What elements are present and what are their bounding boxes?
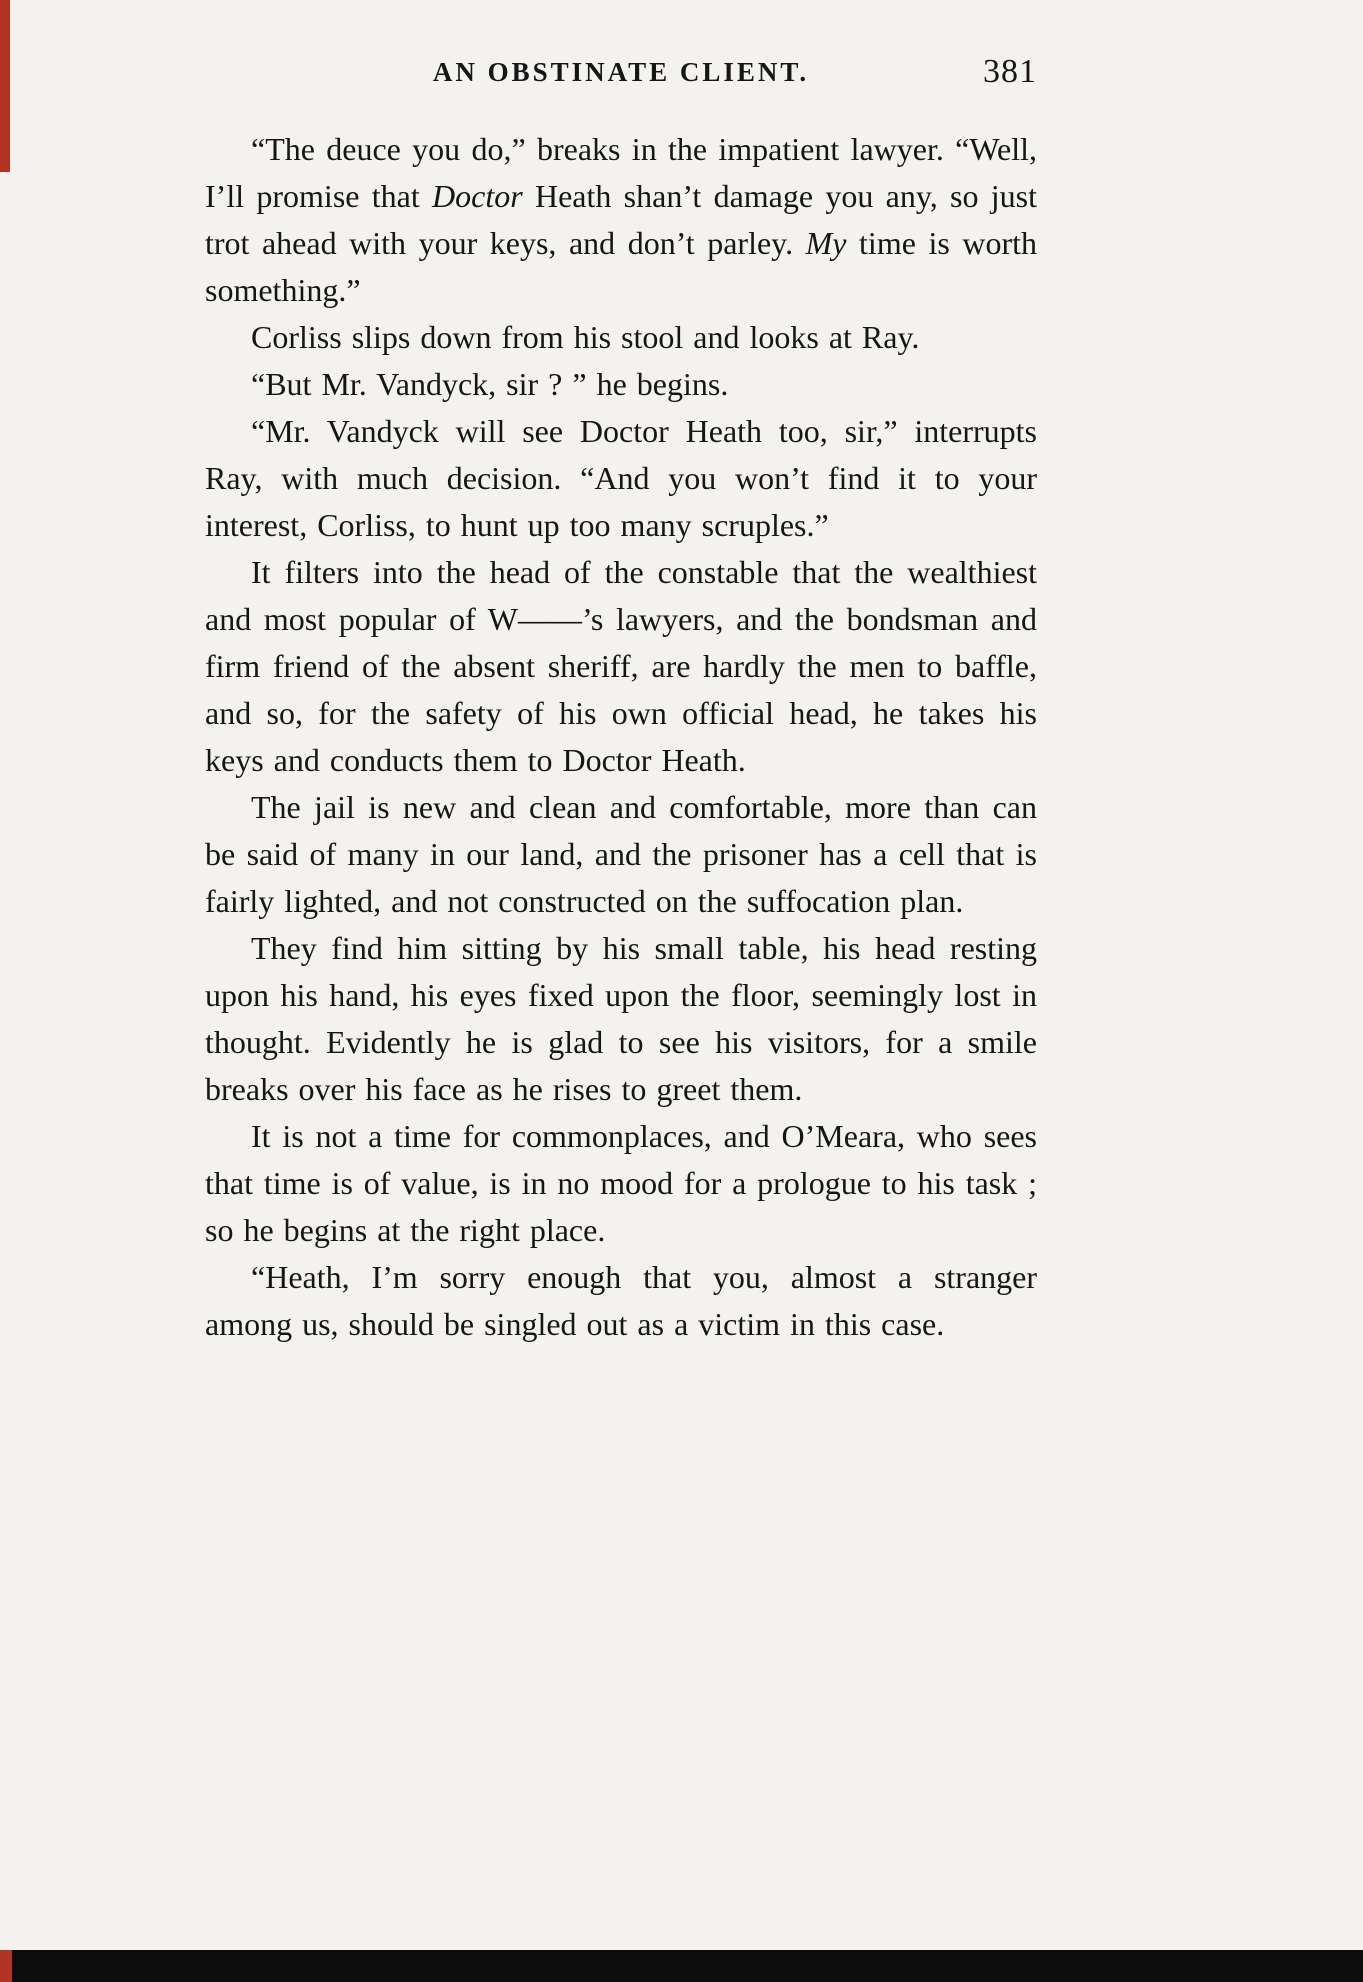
text-segment: The jail is new and clean and comfortable, more than can be said of many in our land, and the prisoner has a cell that is fairly lighted, and not constructed on the suffocation plan. <box>205 789 1037 919</box>
text-segment: It is not a time for commonplaces, and O’Meara, who sees that time is of value, is in no mood for a prologue to his task ; so he begins at the right place. <box>205 1118 1037 1248</box>
scan-artifact-bottom-bar <box>0 1950 1363 1982</box>
paragraph-7 <box>205 925 1037 1113</box>
paragraph-9 <box>205 1254 1037 1348</box>
text-segment: “But Mr. Vandyck, sir ? ” he begins. <box>251 366 729 402</box>
text-block <box>205 52 1037 1348</box>
scan-artifact-red-strip <box>0 0 10 172</box>
text-segment: “The deuce you do,” breaks in the impatient lawyer. “Well, I’ll promise that <box>205 131 1037 214</box>
text-segment: Heath shan’t damage you any, so just trot ahead with your keys, and don’t parley. <box>205 178 1038 261</box>
paragraph-4 <box>205 408 1037 549</box>
text-segment: They find him sitting by his small table, his head resting upon his hand, his eyes fixed upon the floor, seemingly lost in thought. Evidently he is glad to see his visitors, for a smile breaks over his face as he rises to greet them. <box>205 930 1037 1107</box>
body-text <box>205 126 1037 1348</box>
running-title: AN OBSTINATE CLIENT. <box>432 57 810 87</box>
text-segment: “Mr. Vandyck will see Doctor Heath too, sir,” interrupts Ray, with much decision. “And you won’t find it to your interest, Corliss, to hunt up too many scruples.” <box>205 413 1037 543</box>
paragraph-3 <box>205 361 1037 408</box>
paragraph-5 <box>205 549 1037 784</box>
paragraph-2 <box>205 314 1037 361</box>
scan-artifact-bottom-left-red <box>0 1950 12 1982</box>
italic-word: Doctor <box>432 178 523 214</box>
italic-word: My <box>805 225 847 261</box>
page-number: 381 <box>983 53 1037 90</box>
text-segment: time is worth something.” <box>205 225 1038 308</box>
text-segment: It filters into the head of the constable that the wealthiest and most popular of W——’s lawyers, and the bondsman and firm friend of the absent sheriff, are hardly the men to baffle, and so, for the safety of his own official head, he takes his keys and conducts them to Doctor Heath. <box>205 554 1037 778</box>
paragraph-6 <box>205 784 1037 925</box>
running-head <box>205 52 1037 92</box>
text-segment: “Heath, I’m sorry enough that you, almost a stranger among us, should be singled out as a victim in this case. <box>205 1259 1037 1342</box>
text-segment: Corliss slips down from his stool and looks at Ray. <box>251 319 920 355</box>
paragraph-8 <box>205 1113 1037 1254</box>
paragraph-1 <box>205 126 1037 314</box>
